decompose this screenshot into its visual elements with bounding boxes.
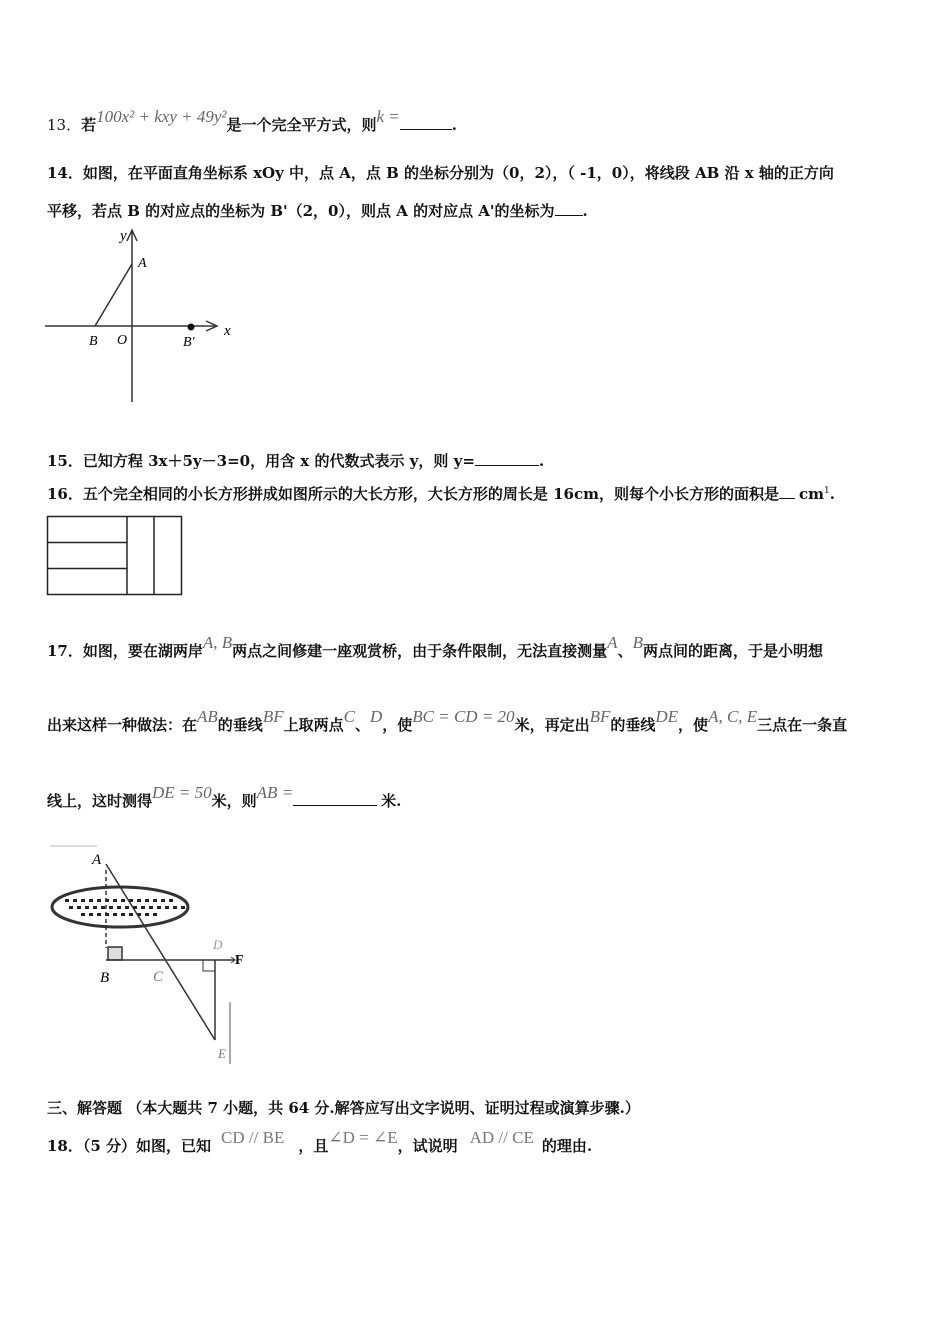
q17-math-C: C — [343, 707, 355, 726]
q15-text: 15．已知方程 3x＋5y－3=0，用含 x 的代数式表示 y，则 y= — [47, 452, 475, 470]
q17-math-D: D — [369, 707, 383, 726]
q15-answer-blank — [475, 453, 539, 466]
q16-text: 16．五个完全相同的小长方形拼成如图所示的大长方形，大长方形的周长是 16cm，则每个小长方形的面积是 — [47, 485, 779, 503]
q17-l2a: 出来这样一种做法：在 — [47, 716, 198, 734]
q16-answer-blank — [779, 486, 795, 499]
q16-rectangle-figure — [46, 515, 186, 599]
q17-l2h: ，使 — [678, 716, 709, 734]
q13-expression: 100x² + kxy + 49y² — [96, 107, 227, 126]
q13-end: . — [451, 116, 458, 134]
question-14-line1: 14．如图，在平面直角坐标系 xOy 中，点 A，点 B 的坐标分别为（0，2），（ -1，0），将线段 AB 沿 x 轴的正方向 — [47, 164, 834, 182]
question-17-line2 — [47, 707, 848, 735]
q16-unit: cm — [798, 485, 824, 503]
label-B: B — [100, 970, 110, 986]
label-A: A — [92, 852, 102, 868]
q17-math-A: A — [607, 633, 618, 652]
label-C: C — [153, 969, 164, 985]
q17-math-B: B — [632, 633, 643, 652]
q17-l2d: 、 — [354, 716, 370, 734]
q18-a: 18．（5 分）如图，已知 — [47, 1137, 212, 1155]
question-15 — [47, 450, 544, 471]
label-x: x — [224, 323, 231, 339]
q18-c: ，试说明 — [397, 1137, 458, 1155]
right-angle-B — [108, 947, 122, 960]
q17-l3a: 线上，这时测得 — [47, 792, 153, 810]
q17-l3c: 米. — [381, 792, 402, 810]
q18-d: 的理由. — [541, 1137, 593, 1155]
question-16 — [47, 483, 835, 504]
q17-answer-blank — [293, 793, 377, 806]
q14-end: . — [582, 202, 588, 220]
q18-math-CD-BE: CD // BE — [221, 1128, 285, 1147]
question-18 — [47, 1128, 593, 1156]
q17-math-BF: BF — [262, 707, 284, 726]
label-F: F — [235, 953, 244, 968]
q17-l2c: 上取两点 — [283, 716, 344, 734]
q14-coordinate-figure — [40, 224, 240, 409]
question-14-line2 — [47, 200, 588, 221]
question-17-line3 — [47, 783, 402, 811]
label-B-prime: B' — [183, 335, 195, 350]
q18-math-angles: ∠D = ∠E — [328, 1128, 398, 1147]
q17-l2e: ，使 — [382, 716, 413, 734]
q16-end: . — [829, 485, 835, 503]
question-13 — [47, 107, 458, 135]
label-O: O — [117, 333, 128, 348]
q18-math-AD-CE: AD // CE — [469, 1128, 534, 1147]
q17-lake-bridge-figure — [45, 842, 275, 1067]
q17-l1b: 两点之间修建一座观赏桥，由于条件限制，无法直接测量 — [232, 642, 608, 660]
q18-b: ，且 — [298, 1137, 329, 1155]
q13-answer-blank — [400, 117, 452, 130]
q17-l2i: 三点在一条直 — [757, 716, 848, 734]
q17-l2f: 米，再定出 — [514, 716, 590, 734]
q17-l1d: 两点间的距离，于是小明想 — [642, 642, 823, 660]
right-angle-D — [203, 960, 215, 971]
large-rectangle — [48, 517, 182, 595]
q14-line2-text: 平移，若点 B 的对应点的坐标为 B'（2，0），则点 A 的对应点 A'的坐标为 — [47, 202, 555, 220]
q17-math-DE: DE — [655, 707, 679, 726]
q15-end: . — [538, 452, 545, 470]
q17-l1c: 、 — [617, 642, 633, 660]
q17-math-DE-50: DE = 50 — [152, 783, 212, 802]
lake-dots — [65, 899, 185, 916]
q13-pre: 若 — [81, 116, 97, 134]
label-A: A — [138, 256, 147, 271]
label-D: D — [213, 937, 223, 952]
q13-variable: k = — [376, 107, 400, 126]
q17-l2b: 的垂线 — [217, 716, 263, 734]
section-3-heading: 三、解答题 （本大题共 7 小题，共 64 分.解答应写出文字说明、证明过程或演算步骤.） — [47, 1099, 640, 1117]
q17-math-AB-eq: AB = — [256, 783, 294, 802]
segment-AB — [95, 264, 132, 326]
label-E: E — [218, 1046, 226, 1061]
question-17-line1 — [47, 633, 823, 661]
q14-answer-blank — [555, 203, 583, 216]
q17-math-A-B: A, B — [202, 633, 233, 652]
q17-math-AB: AB — [197, 707, 218, 726]
q13-number: 13． — [47, 116, 82, 134]
q17-math-ACE: A, C, E — [708, 707, 758, 726]
q17-l2g: 的垂线 — [610, 716, 656, 734]
q17-math-BC-CD: BC = CD = 20 — [412, 707, 515, 726]
q17-l3b: 米，则 — [211, 792, 257, 810]
q13-mid: 是一个完全平方式，则 — [226, 116, 377, 134]
label-B: B — [89, 334, 98, 349]
label-y: y — [120, 228, 127, 244]
q16-unit-sup: 1 — [824, 486, 830, 496]
point-B-prime — [188, 324, 195, 331]
q17-math-BF-2: BF — [589, 707, 611, 726]
q17-l1a: 17．如图，要在湖两岸 — [47, 642, 203, 660]
